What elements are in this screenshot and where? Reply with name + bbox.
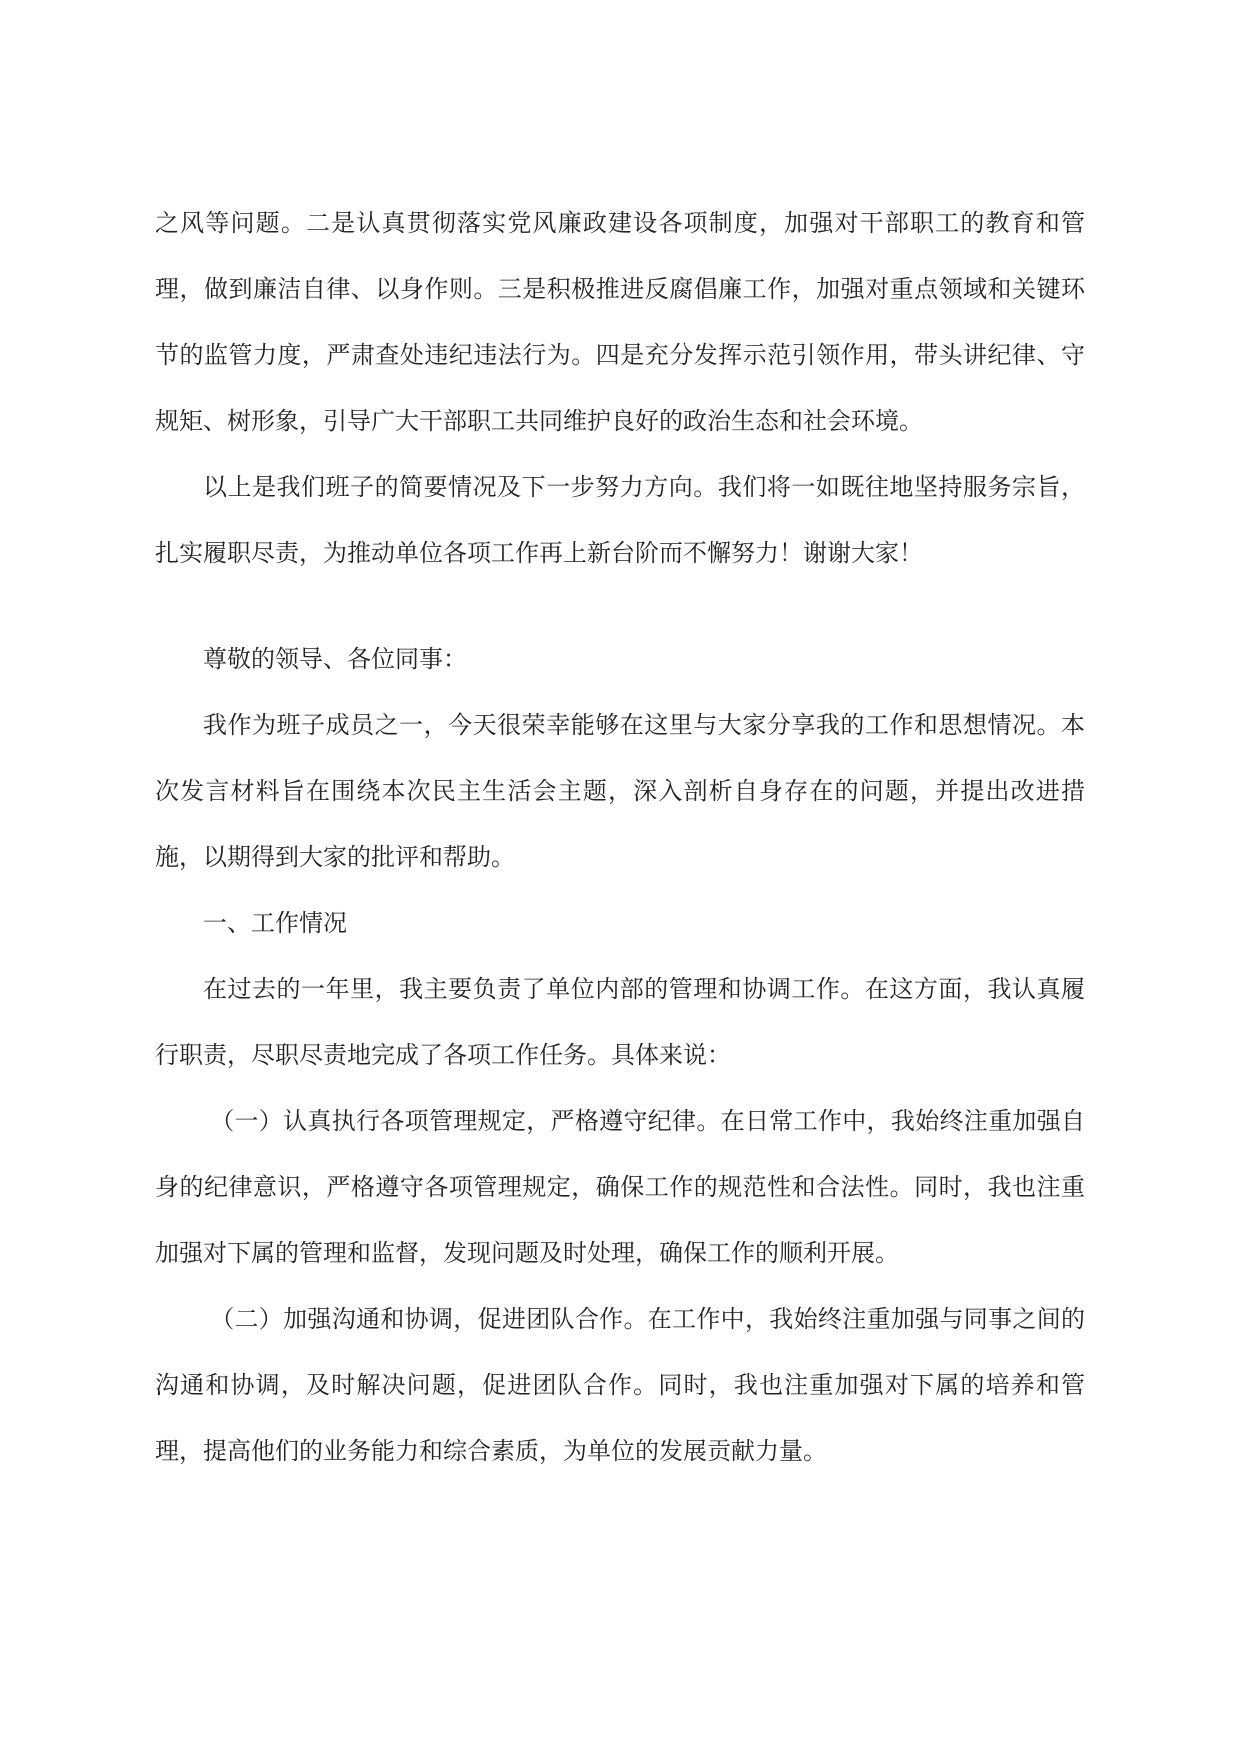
paragraph-intro: 我作为班子成员之一，今天很荣幸能够在这里与大家分享我的工作和思想情况。本次发言材料旨在围绕本次民主生活会主题，深入剖析自身存在的问题，并提出改进措施，以期得到大家的批评和帮助。 — [155, 711, 1085, 871]
section-heading: 一、工作情况 — [203, 909, 347, 937]
salutation: 尊敬的领导、各位同事： — [203, 645, 467, 673]
paragraph-closing: 以上是我们班子的简要情况及下一步努力方向。我们将一如既往地坚持服务宗旨，扎实履职尽责，为推动单位各项工作再上新台阶而不懈努力！谢谢大家！ — [155, 473, 1085, 567]
paragraph-work-summary: 在过去的一年里，我主要负责了单位内部的管理和协调工作。在这方面，我认真履行职责，尽职尽责地完成了各项工作任务。具体来说： — [155, 975, 1085, 1069]
list-item-one: （一）认真执行各项管理规定，严格遵守纪律。在日常工作中，我始终注重加强自身的纪律意识，严格遵守各项管理规定，确保工作的规范性和合法性。同时，我也注重加强对下属的管理和监督，发现问题及时处理，确保工作的顺利开展。 — [155, 1107, 1085, 1267]
paragraph-continuation: 之风等问题。二是认真贯彻落实党风廉政建设各项制度，加强对干部职工的教育和管理，做到廉洁自律、以身作则。三是积极推进反腐倡廉工作，加强对重点领域和关键环节的监管力度，严肃查处违纪违法行为。四是充分发挥示范引领作用，带头讲纪律、守规矩、树形象，引导广大干部职工共同维护良好的政治生态和社会环境。 — [155, 209, 1085, 435]
document-body — [155, 190, 1085, 1484]
section-spacer — [155, 586, 1085, 626]
list-item-two: （二）加强沟通和协调，促进团队合作。在工作中，我始终注重加强与同事之间的沟通和协调，及时解决问题，促进团队合作。同时，我也注重加强对下属的培养和管理，提高他们的业务能力和综合素质，为单位的发展贡献力量。 — [155, 1305, 1085, 1465]
